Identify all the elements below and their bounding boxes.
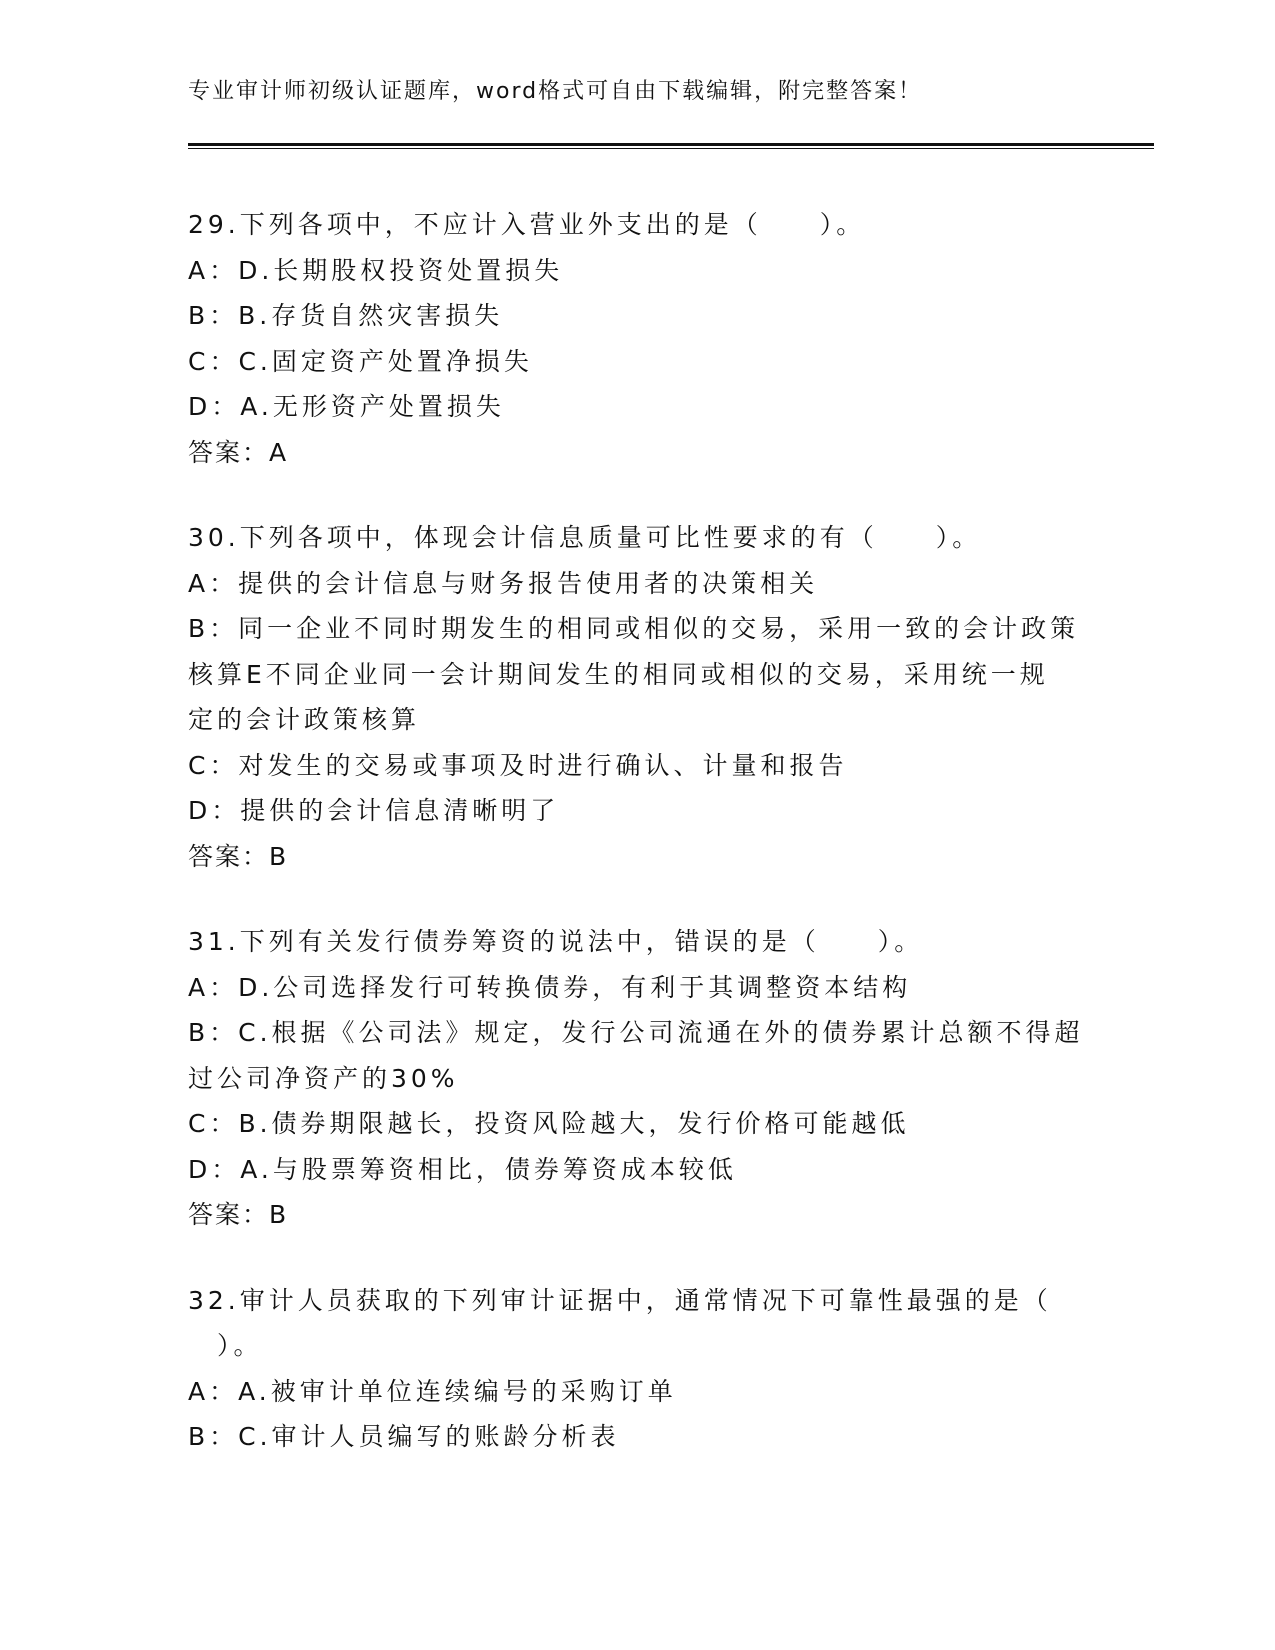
question-line: 定的会计政策核算 bbox=[188, 705, 421, 734]
question-stem-line: 29.下列各项中，不应计入营业外支出的是（ ）。 bbox=[188, 210, 866, 239]
question-line: A：D.长期股权投资处置损失 bbox=[188, 255, 564, 285]
question-stem-line: 30.下列各项中，体现会计信息质量可比性要求的有（ ）。 bbox=[188, 523, 982, 552]
question-line: B：B.存货自然灾害损失 bbox=[188, 301, 504, 330]
question-line: B：C.审计人员编写的账龄分析表 bbox=[188, 1422, 620, 1451]
question-line: A：A.被审计单位连续编号的采购订单 bbox=[188, 1376, 677, 1406]
question-line: 过公司净资产的30% bbox=[188, 1063, 459, 1093]
question-stem-line: 32.审计人员获取的下列审计证据中，通常情况下可靠性最强的是（ bbox=[188, 1285, 1052, 1315]
answer-line: 答案：B bbox=[188, 1200, 289, 1229]
header-rule bbox=[188, 143, 1154, 149]
question-block bbox=[188, 202, 1088, 475]
question-line: D：提供的会计信息清晰明了 bbox=[188, 796, 560, 825]
question-list bbox=[188, 202, 1088, 1500]
answer-line: 答案：B bbox=[188, 841, 289, 871]
question-stem-line: 31.下列有关发行债券筹资的说法中，错误的是（ ）。 bbox=[188, 927, 924, 956]
question-line: B：同一企业不同时期发生的相同或相似的交易，采用一致的会计政策 bbox=[188, 614, 1080, 643]
question-line: 核算E不同企业同一会计期间发生的相同或相似的交易，采用统一规 bbox=[188, 659, 1049, 689]
question-line: C：B.债券期限越长，投资风险越大，发行价格可能越低 bbox=[188, 1109, 910, 1138]
question-line: C：对发生的交易或事项及时进行确认、计量和报告 bbox=[188, 750, 848, 780]
header-text: 专业审计师初级认证题库，word格式可自由下载编辑，附完整答案！ bbox=[188, 79, 923, 104]
question-block bbox=[188, 515, 1088, 879]
question-line: D：A.无形资产处置损失 bbox=[188, 392, 505, 421]
question-line: D：A.与股票筹资相比，债券筹资成本较低 bbox=[188, 1154, 737, 1184]
question-block bbox=[188, 919, 1088, 1238]
question-line: A：提供的会计信息与财务报告使用者的决策相关 bbox=[188, 568, 819, 598]
question-line: A：D.公司选择发行可转换债券，有利于其调整资本结构 bbox=[188, 972, 912, 1002]
question-line: C：C.固定资产处置净损失 bbox=[188, 346, 533, 376]
question-line: B：C.根据《公司法》规定，发行公司流通在外的债券累计总额不得超 bbox=[188, 1018, 1084, 1047]
question-block bbox=[188, 1278, 1088, 1460]
header-rule-thick bbox=[188, 143, 1154, 146]
question-line: ）。 bbox=[188, 1331, 263, 1360]
header-rule-thin bbox=[188, 148, 1154, 149]
answer-line: 答案：A bbox=[188, 437, 289, 467]
